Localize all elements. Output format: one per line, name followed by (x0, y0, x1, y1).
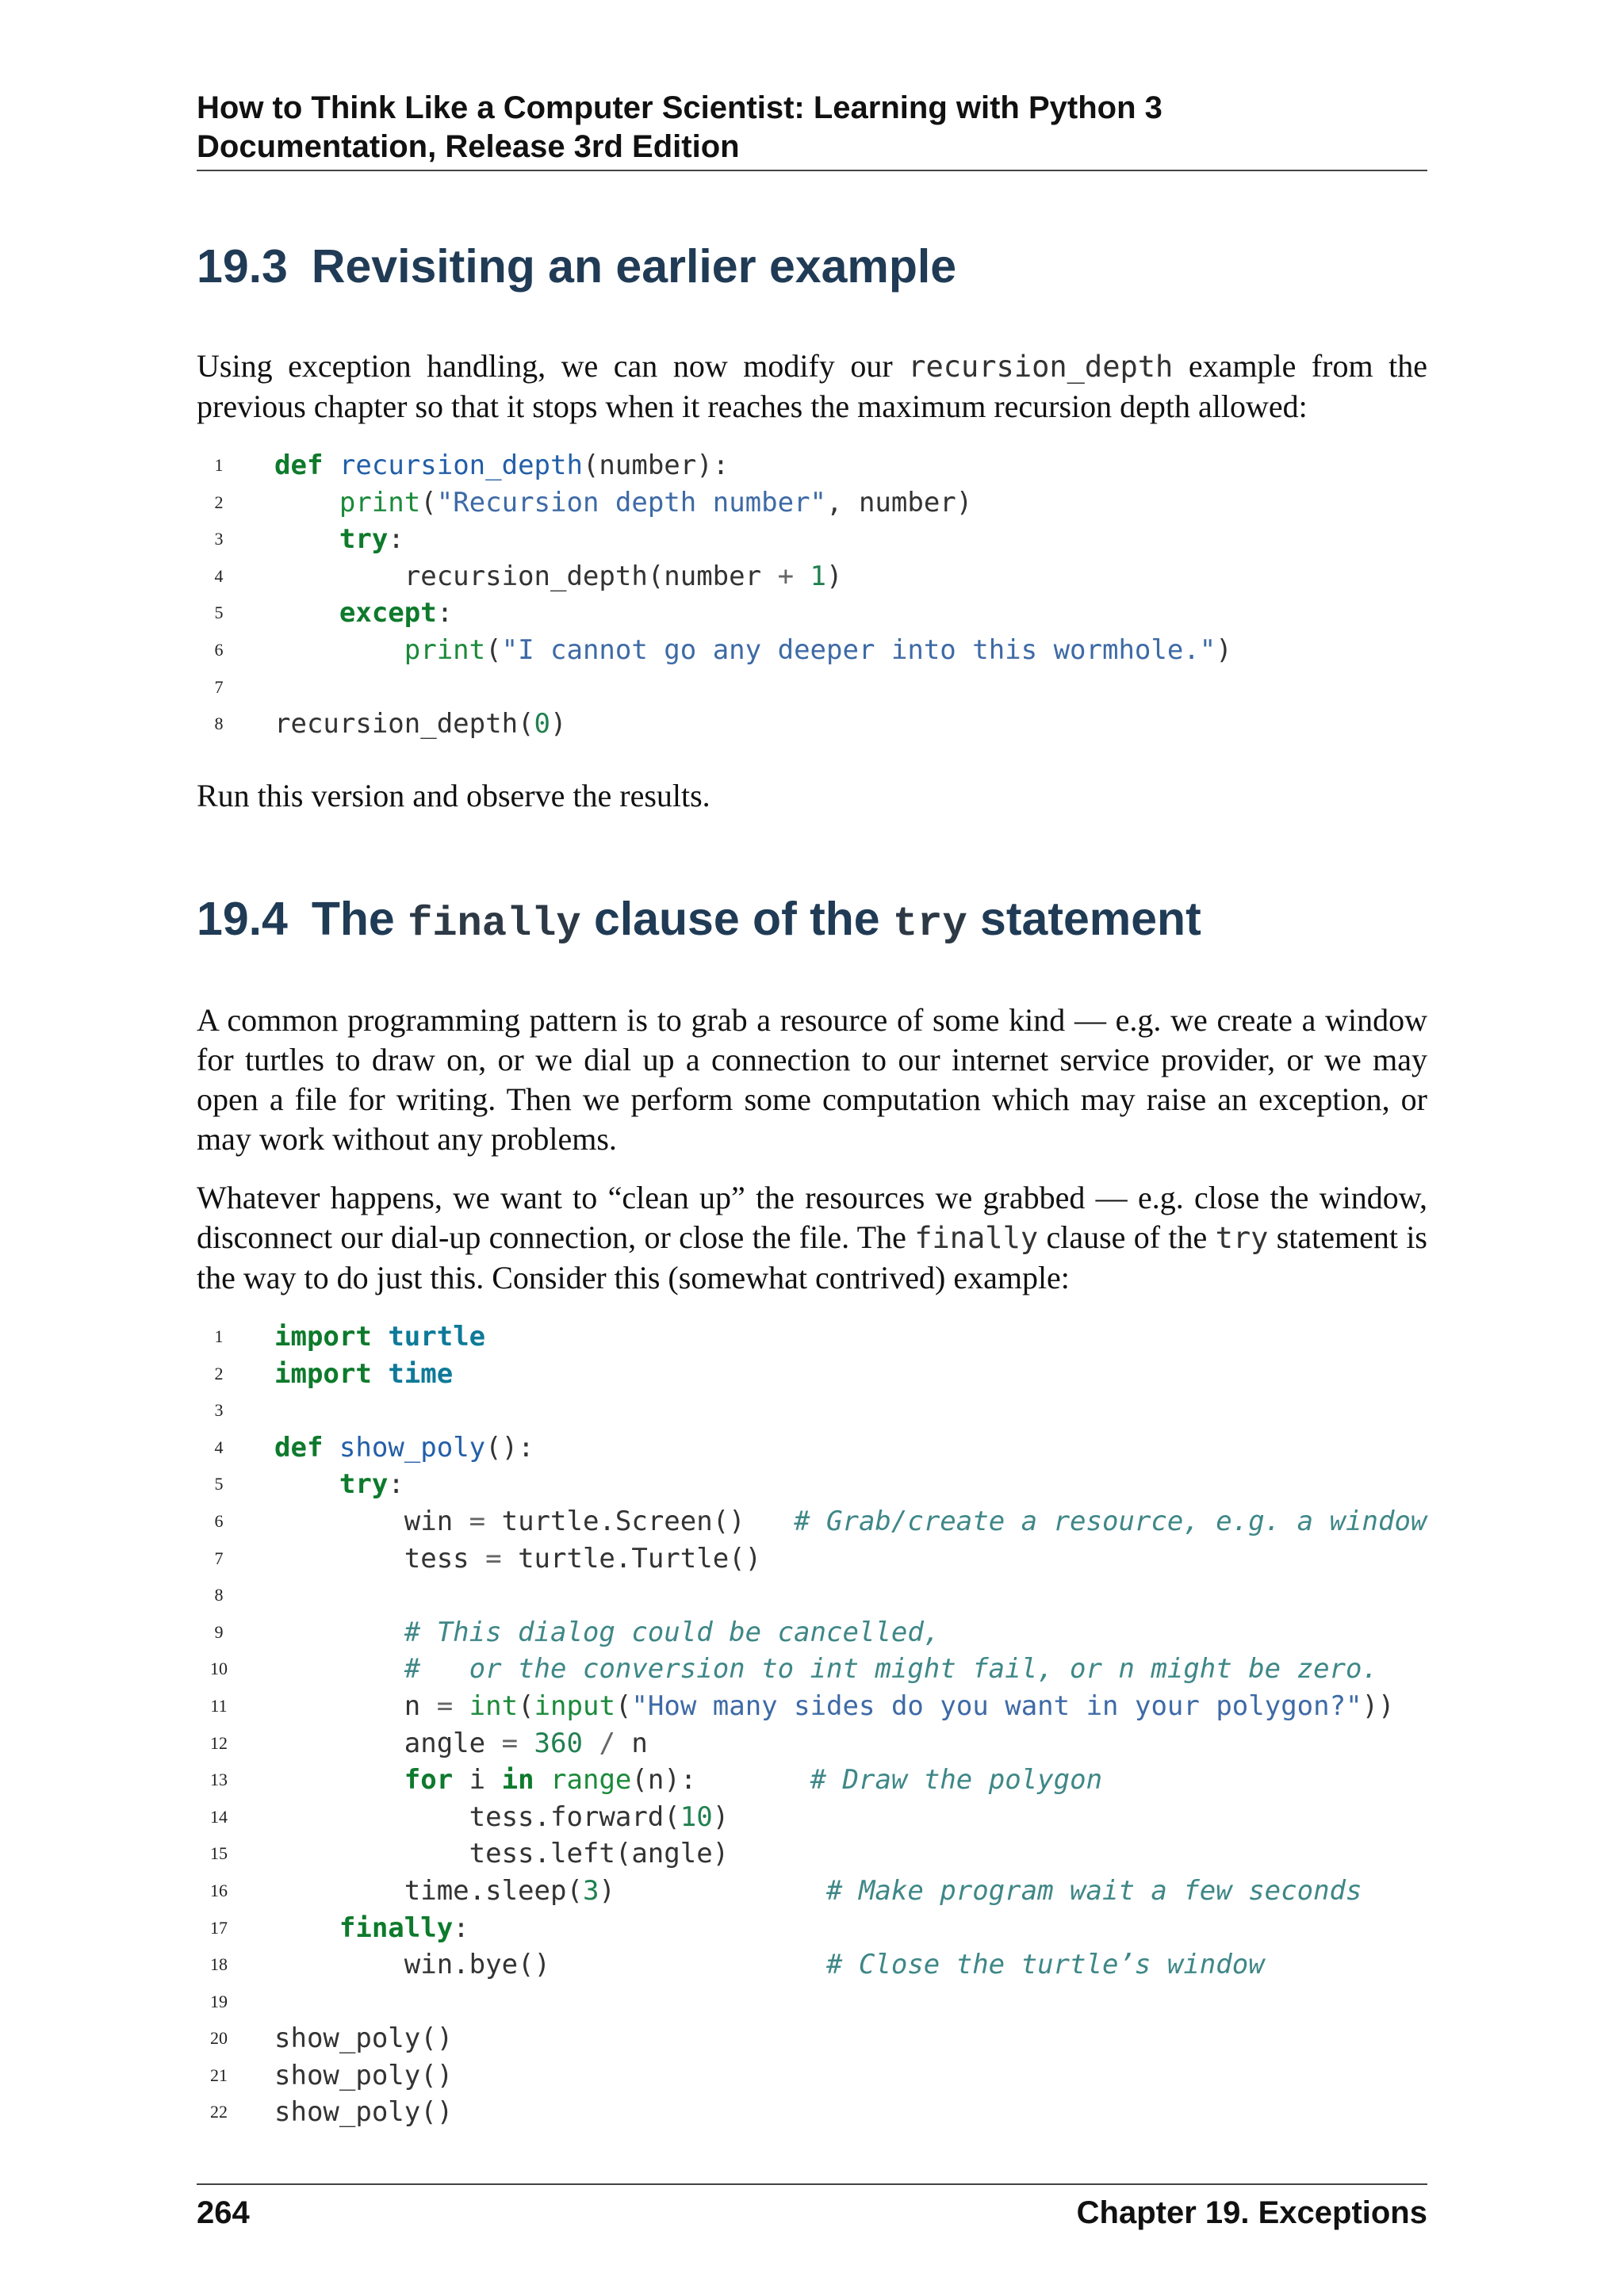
code-text: def show_poly(): (274, 1431, 534, 1464)
line-number: 17 (210, 1917, 228, 1938)
code-line (195, 1984, 1543, 2021)
line-number: 18 (210, 1954, 228, 1975)
section-title: Revisiting an earlier example (311, 240, 957, 293)
line-number: 19 (210, 1991, 228, 2011)
code-text: tess.left(angle) (274, 1838, 730, 1870)
code-text: for i in range(n): # Draw the polygon (404, 1764, 1103, 1797)
para-text: statement is the way to do just this. Consider this (somewhat contrived) example: (197, 1219, 1427, 1295)
code-line (195, 706, 1543, 743)
line-number: 21 (210, 2064, 228, 2085)
line-number: 3 (214, 1400, 224, 1421)
line-number: 14 (210, 1806, 228, 1827)
code-line (195, 558, 1543, 595)
code-text: try: (339, 1468, 404, 1501)
title-text: clause of the (580, 893, 894, 945)
header-line-1: How to Think Like a Computer Scientist: Learning with Python 3 (197, 90, 1162, 125)
code-line (195, 1910, 1543, 1947)
line-number: 2 (214, 492, 224, 512)
code-line (195, 595, 1543, 632)
title-code-try: try (893, 901, 967, 947)
code-line (195, 1392, 1543, 1429)
para-text: clause of the (1038, 1219, 1216, 1255)
code-text: show_poly() (274, 2059, 454, 2091)
line-number: 4 (214, 1437, 224, 1457)
code-line (195, 1799, 1543, 1836)
inline-code: finally (914, 1221, 1039, 1255)
line-number: 8 (214, 1585, 224, 1605)
code-line (195, 1318, 1543, 1356)
code-line (195, 447, 1543, 484)
line-number: 4 (214, 565, 224, 586)
section-19-4-para-2 (197, 1178, 1427, 1298)
line-number: 6 (214, 1510, 224, 1531)
code-line (195, 1540, 1543, 1578)
code-text: recursion_depth(0) (274, 708, 567, 740)
code-line (195, 1946, 1543, 1984)
line-number: 9 (214, 1621, 224, 1642)
code-line (195, 1835, 1543, 1873)
code-text: print("I cannot go any deeper into this wormhole.") (404, 633, 1232, 666)
code-line (195, 1614, 1543, 1651)
code-text: try: (339, 523, 404, 556)
line-number: 22 (210, 2102, 228, 2122)
intro-text: Using exception handling, we can now modify our (197, 348, 909, 384)
code-line (195, 1503, 1543, 1540)
code-line (195, 2020, 1543, 2057)
code-text: show_poly() (274, 2022, 454, 2055)
line-number: 20 (210, 2028, 228, 2049)
code-line (195, 632, 1543, 669)
code-text: recursion_depth(number + 1) (274, 560, 843, 592)
section-19-4-para-1: A common programming pattern is to grab a resource of some kind — e.g. we create a window for turtles to draw on, or we dial up a connection to our internet service provider, or we may open a file for writing. Then we perform some computation which may raise an exception, or may work without any problems. (197, 1002, 1427, 1157)
code-text: show_poly() (274, 2096, 454, 2129)
line-number: 7 (214, 676, 224, 697)
section-19-3-outro: Run this version and observe the results. (197, 778, 710, 813)
code-line (195, 1356, 1543, 1393)
code-line (195, 521, 1543, 558)
line-number: 2 (214, 1363, 224, 1383)
line-number: 13 (210, 1770, 228, 1790)
section-19-4-heading (197, 891, 1201, 952)
header-line-2: Documentation, Release 3rd Edition (197, 129, 740, 164)
line-number: 7 (214, 1548, 224, 1568)
footer-rule (197, 2183, 1427, 2185)
line-number: 1 (214, 455, 224, 475)
code-line (195, 669, 1543, 706)
section-number: 19.4 (197, 893, 288, 945)
code-text: tess.forward(10) (274, 1800, 730, 1833)
code-block-recursion (195, 447, 1543, 743)
code-line (195, 1429, 1543, 1467)
code-line (195, 1725, 1543, 1762)
code-line (195, 2057, 1543, 2095)
code-text: import time (274, 1357, 454, 1390)
line-number: 12 (210, 1732, 228, 1753)
code-text: # This dialog could be cancelled, (404, 1616, 940, 1648)
code-text: win.bye() # Close the turtle’s window (274, 1949, 1265, 1981)
code-line (195, 1466, 1543, 1503)
code-block-finally (195, 1318, 1543, 2131)
running-header (197, 89, 1427, 166)
code-line (195, 484, 1543, 522)
section-19-3-heading (197, 239, 956, 294)
intro-text-cont: example from the previous chapter so that it stops when it reaches the maximum recursion depth allowed: (197, 348, 1428, 424)
chapter-label: Chapter 19. Exceptions (1076, 2195, 1427, 2230)
code-text: n = int(input("How many sides do you want in your polygon?")) (274, 1689, 1395, 1722)
code-text: except: (339, 597, 454, 629)
page-number: 264 (197, 2195, 250, 2230)
line-number: 6 (214, 639, 224, 660)
section-number: 19.3 (197, 240, 288, 293)
line-number: 8 (214, 714, 224, 734)
line-number: 3 (214, 529, 224, 549)
line-number: 16 (210, 1880, 228, 1900)
line-number: 10 (210, 1659, 228, 1679)
code-line (195, 1651, 1543, 1688)
line-number: 5 (214, 603, 224, 623)
code-line (195, 2094, 1543, 2131)
para-text: Whatever happens, we want to “clean up” the resources we grabbed — e.g. close the window, disconnect our dial-up connection, or close the file. The (197, 1180, 1427, 1255)
line-number: 15 (210, 1843, 228, 1864)
code-line (195, 1762, 1543, 1799)
code-text: time.sleep(3) # Make program wait a few seconds (274, 1874, 1362, 1907)
code-text: print("Recursion depth number", number) (339, 486, 973, 519)
line-number: 11 (210, 1695, 228, 1716)
code-text: import turtle (274, 1321, 486, 1353)
code-text: win = turtle.Screen() # Grab/create a resource, e.g. a window (274, 1505, 1427, 1537)
code-line (195, 1873, 1543, 1910)
inline-code: try (1215, 1221, 1269, 1255)
title-text: The (311, 893, 408, 945)
inline-code: recursion_depth (908, 350, 1174, 384)
code-text: # or the conversion to int might fail, or n might be zero. (404, 1653, 1378, 1686)
code-text: tess = turtle.Turtle() (274, 1542, 762, 1575)
title-code-finally: finally (408, 901, 581, 947)
line-number: 5 (214, 1474, 224, 1494)
line-number: 1 (214, 1326, 224, 1346)
section-19-3-intro (197, 346, 1427, 427)
code-line (195, 1577, 1543, 1614)
title-text: statement (967, 893, 1201, 945)
code-line (195, 1688, 1543, 1725)
code-text: def recursion_depth(number): (274, 450, 730, 481)
code-text: finally: (339, 1911, 469, 1944)
header-rule (197, 170, 1427, 171)
code-text: angle = 360 / n (274, 1727, 648, 1759)
